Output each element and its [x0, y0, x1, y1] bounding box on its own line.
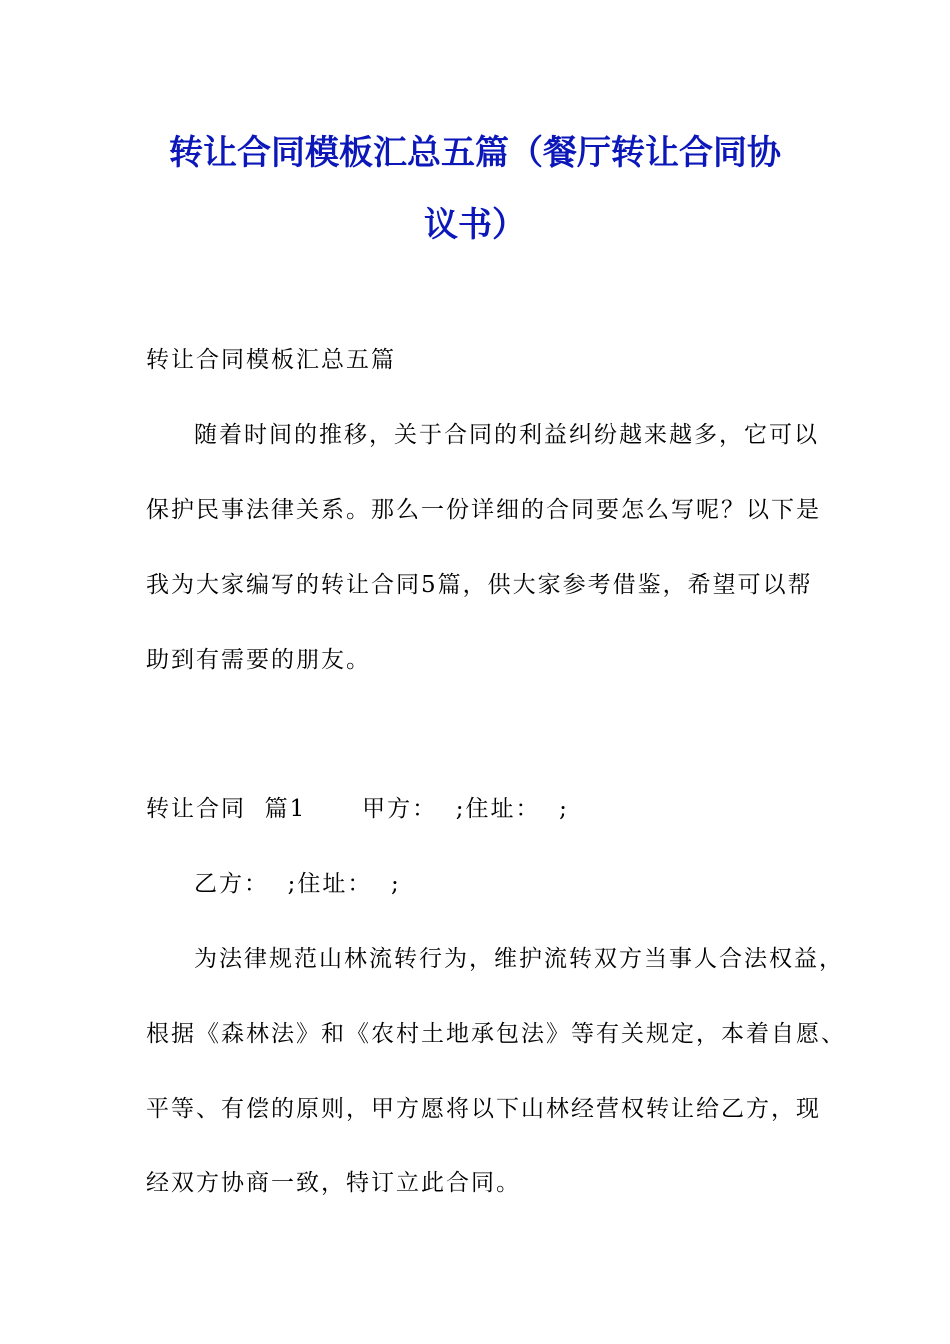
- intro-line-4: 助到有需要的朋友。: [146, 647, 371, 673]
- intro-line-3: 我为大家编写的转让合同5篇，供大家参考借鉴，希望可以帮: [146, 572, 813, 598]
- contract-heading: 转让合同 篇1 甲方： ;住址： ;: [146, 796, 569, 822]
- document-title-line-1: 转让合同模板汇总五篇（餐厅转让合同协: [169, 133, 781, 173]
- body-line-4: 经双方协商一致，特订立此合同。: [146, 1170, 521, 1196]
- body-line-1: 为法律规范山林流转行为，维护流转双方当事人合法权益，: [194, 946, 844, 972]
- subheading: 转让合同模板汇总五篇: [146, 347, 396, 373]
- body-line-3: 平等、有偿的原则，甲方愿将以下山林经营权转让给乙方，现: [146, 1096, 821, 1122]
- intro-line-2: 保护民事法律关系。那么一份详细的合同要怎么写呢？以下是: [146, 497, 821, 523]
- intro-line-1: 随着时间的推移，关于合同的利益纠纷越来越多，它可以: [194, 422, 819, 448]
- party-b-line: 乙方： ;住址： ;: [194, 871, 401, 897]
- body-line-2: 根据《森林法》和《农村土地承包法》等有关规定，本着自愿、: [146, 1021, 846, 1047]
- document-title-line-2: 议书）: [424, 205, 526, 245]
